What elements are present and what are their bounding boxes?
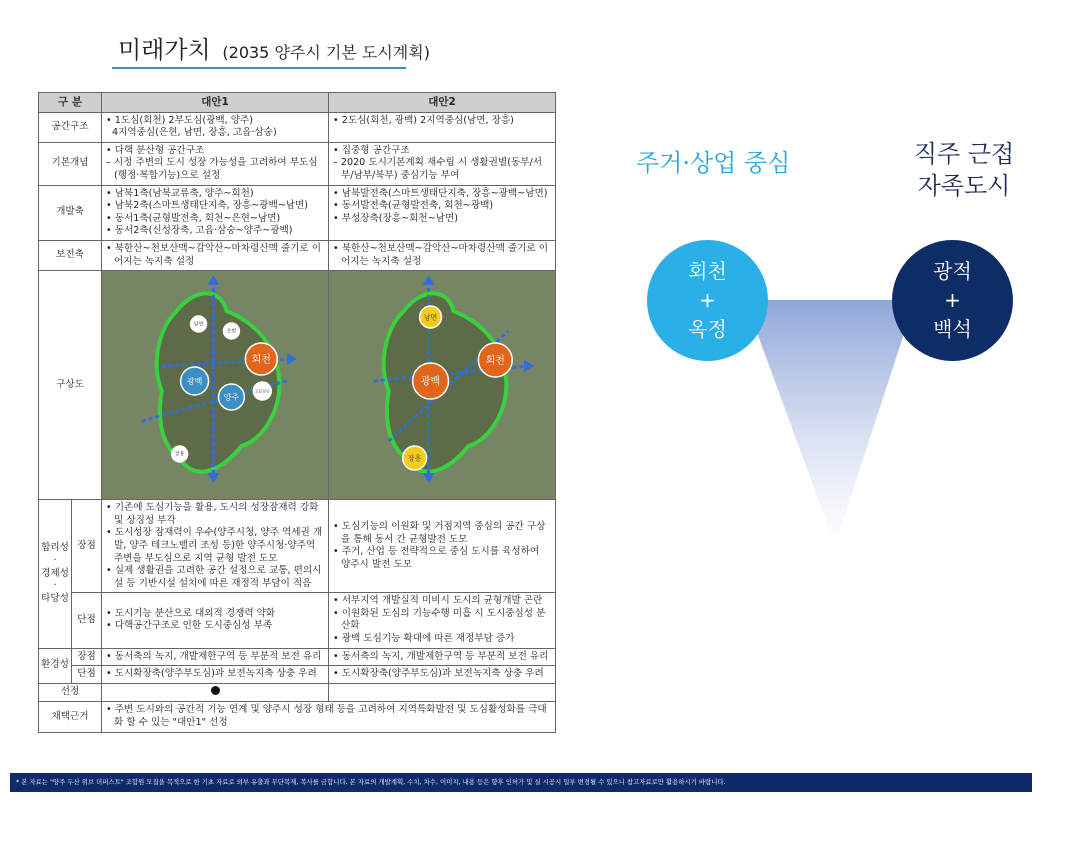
cell-text: • 도심기능의 이원화 및 거점지역 중심의 공간 구상을 통해 동서 간 균형발전 도모 [333, 521, 546, 545]
svg-text:광백: 광백 [186, 376, 203, 386]
cell-alt2 [329, 648, 556, 666]
cell-text: • 남북2축(스마트생태단지축, 장흥~광백~남면) [106, 200, 309, 212]
row-label: 채택근거 [39, 702, 102, 732]
svg-text:회천: 회천 [251, 354, 271, 366]
label-part: · [53, 555, 57, 566]
header-alt1: 대안1 [102, 93, 329, 113]
diagram-right-title-line: 자족도시 [917, 172, 1011, 200]
heading-title: 미래가치 [118, 36, 211, 64]
cell-text: • 도시확장축(양주부도심)과 보전녹지축 상충 우려 [106, 668, 317, 680]
map-node [219, 384, 245, 410]
cell-alt2 [329, 683, 556, 702]
diagram-right-title [902, 138, 1026, 202]
table-row [39, 593, 556, 648]
map-node [478, 343, 512, 377]
cell-alt1 [102, 593, 329, 648]
cell-text: – 시정 주변의 도시 성장 가능성을 고려하여 부도심(행정·복합기능)으로 설정 [106, 157, 318, 181]
svg-text:고읍삼숭: 고읍삼숭 [254, 388, 270, 394]
cell-alt1 [102, 185, 329, 240]
header-alt2: 대안2 [329, 93, 556, 113]
table-row [39, 142, 556, 185]
cell-text: – 2020 도시기본계획 재수립 시 생활권별(동부/서부/남부/북부) 중심기능 부여 [333, 157, 542, 181]
cell-text: • 2도심(회천, 광백) 2지역중심(남면, 장흥) [333, 114, 514, 126]
row-label: 공간구조 [39, 112, 102, 142]
label-part: 합리성 [41, 542, 69, 554]
cell-text: • 이원화된 도심의 기능수행 미흡 시 도시중심성 분산화 [333, 607, 546, 632]
svg-text:장흥: 장흥 [174, 451, 185, 458]
selected-dot [211, 686, 220, 695]
table-row [39, 500, 556, 593]
sub-label-cons: 단점 [72, 666, 102, 684]
row-label: 환경성 [39, 648, 72, 683]
sub-label-pros: 장점 [72, 500, 102, 593]
cell-text: 4지역중심(은현, 남면, 장흥, 고읍·삼숭) [112, 127, 277, 139]
cell-text: • 주변 도시와의 공간적 기능 연계 및 양주시 성장 형태 등을 고려하여 지역특화발전 및 도심활성화를 극대화 할 수 있는 "대안1" 선정 [106, 704, 547, 729]
table-row [39, 648, 556, 666]
cell-text: • 북한산~천보산맥~감악산~마차령산맥 줄기로 이어지는 녹지축 설정 [333, 242, 549, 267]
row-label-rationality [39, 500, 72, 649]
sub-label-pros: 장점 [72, 648, 102, 666]
map-node [413, 363, 449, 399]
map-node [172, 446, 188, 462]
circle-line: + [699, 288, 716, 312]
sub-label-cons: 단점 [72, 593, 102, 648]
page-heading [118, 30, 430, 65]
svg-text:양주: 양주 [223, 392, 240, 402]
svg-text:은현: 은현 [226, 328, 237, 335]
cell-text: • 도시기능 분산으로 대외적 경쟁력 약화 [106, 607, 276, 619]
cell-alt2 [329, 500, 556, 593]
cell-alt2 [329, 185, 556, 240]
table-row [39, 683, 556, 702]
map-node [403, 446, 427, 470]
label-part: 타당성 [41, 592, 69, 604]
heading-subtitle: (2035 양주시 기본 도시계획) [222, 43, 430, 62]
table-row [39, 240, 556, 270]
cell-text: • 집중형 공간구조 [333, 144, 410, 156]
city-plan-comparison-table [38, 92, 556, 733]
cell-alt2 [329, 112, 556, 142]
map-node [223, 323, 239, 339]
table-row [39, 112, 556, 142]
cell-text: • 실제 생활권을 고려한 공간 설정으로 교통, 편의시설 등 기반시설 설치에 따른 재정적 부담이 적음 [106, 565, 322, 589]
table-header-row [39, 93, 556, 113]
cell-text: • 도시확장축(양주부도심)과 보전녹지축 상충 우려 [333, 668, 544, 680]
svg-text:남면: 남면 [423, 313, 438, 322]
cell-alt1 [102, 648, 329, 666]
map-node [181, 367, 209, 395]
cell-text: • 동서발전축(균형발전축, 회천~광백) [333, 200, 494, 212]
svg-text:회천: 회천 [485, 355, 505, 367]
svg-text:남면: 남면 [193, 321, 204, 328]
cell-alt2 [329, 240, 556, 270]
cell-text: • 동서2축(신성장축, 고읍·삼숭~양주~광백) [106, 225, 293, 237]
cell-text: • 주거, 산업 등 전략적으로 중심 도시를 육성하여 양주시 발전 도모 [333, 546, 540, 570]
cell-text: • 남북발전축(스마트생태단지축, 장흥~광백~남면) [333, 187, 548, 199]
circle-line: 광적 [933, 259, 972, 283]
svg-text:장흥: 장흥 [407, 454, 422, 463]
cell-alt1 [102, 142, 329, 185]
cell-alt1-selected [102, 683, 329, 702]
cell-text: • 동서1축(균형발전축, 회천~은현~남면) [106, 212, 281, 224]
cell-alt1 [102, 112, 329, 142]
row-label: 보전축 [39, 240, 102, 270]
cell-alt2 [329, 666, 556, 684]
map-node [191, 316, 207, 332]
cell-alt1 [102, 500, 329, 593]
map-node [420, 306, 442, 328]
cell-alt2 [329, 593, 556, 648]
row-label: 구상도 [39, 271, 102, 500]
map-node [253, 382, 271, 400]
diagram-right-title-line: 직주 근접 [913, 140, 1015, 168]
table-row [39, 185, 556, 240]
cell-text: • 다핵 분산형 공간구조 [106, 144, 205, 156]
cell-reason [102, 702, 556, 732]
circle-gwangjeok-baekseok [892, 240, 1013, 361]
heading-underline [112, 67, 406, 69]
row-label: 기본개념 [39, 142, 102, 185]
cell-text: • 부성장축(장흥~회천~남면) [333, 212, 458, 224]
map-alt1 [102, 271, 329, 500]
concept-map-alt2-image [329, 271, 555, 499]
circle-hoecheon-okjeong [647, 240, 768, 361]
concept-map-alt1-image [102, 271, 328, 499]
cell-text: • 다핵공간구조로 인한 도시중심성 부족 [106, 620, 273, 632]
cell-alt1 [102, 666, 329, 684]
cell-text: • 동서축의 녹지, 개발제한구역 등 부분적 보전 유리 [106, 650, 322, 662]
table-row [39, 271, 556, 500]
disclaimer-footer: * 본 자료는 "양주 두산 위브 더퍼스트" 조합원 모집을 목적으로 한 기초 자료로 외부 유출과 무단복제, 복사를 금합니다. 본 자료의 개발계획, 수치, 차수, 이미지, 내용 등은 향후 인허가 및 실 시공시 일부 변경될 수 있으니 참고자료로만 활용하시기 바랍니다. [10, 773, 1032, 792]
circle-line: + [944, 288, 961, 312]
svg-text:광백: 광백 [420, 376, 441, 388]
cell-text: • 남북1축(남북교류축, 양주~회천) [106, 187, 254, 199]
cell-text: • 북한산~천보산맥~감악산~마차령산맥 줄기로 이어지는 녹지축 설정 [106, 242, 322, 267]
header-category: 구 분 [39, 93, 102, 113]
row-label: 개발축 [39, 185, 102, 240]
map-alt2 [329, 271, 556, 500]
circle-line: 백석 [933, 317, 972, 341]
table-row [39, 666, 556, 684]
diagram-left-title: 주거·상업 중심 [636, 149, 791, 177]
cell-text: • 광백 도심기능 확대에 따른 재정부담 증가 [333, 633, 515, 645]
cell-text: • 서부지역 개발실적 미비시 도시의 균형개발 곤란 [333, 595, 543, 607]
label-part: · [53, 580, 57, 592]
label-part: 경제성 [41, 567, 69, 579]
cell-alt2 [329, 142, 556, 185]
cell-alt1 [102, 240, 329, 270]
cell-text: • 기존에 도심기능을 활용, 도시의 성장잠재력 강화 및 상징성 부각 [106, 502, 319, 526]
cell-text: • 도시성장 잠재력이 우수(양주시청, 양주 역세권 개발, 양주 테크노밸리 조성 등)한 양주시청·양주역 주변을 부도심으로 지역 균형 발전 도모 [106, 527, 323, 564]
circle-line: 옥정 [688, 317, 727, 341]
circle-line: 회천 [688, 259, 727, 283]
table-row [39, 702, 556, 732]
map-node [245, 343, 277, 375]
cell-text: • 동서축의 녹지, 개발제한구역 등 부분적 보전 유리 [333, 650, 549, 662]
row-label: 선정 [39, 683, 102, 702]
funnel-shape [745, 300, 915, 545]
cell-text: • 1도심(회천) 2부도심(광백, 양주) [106, 114, 253, 126]
